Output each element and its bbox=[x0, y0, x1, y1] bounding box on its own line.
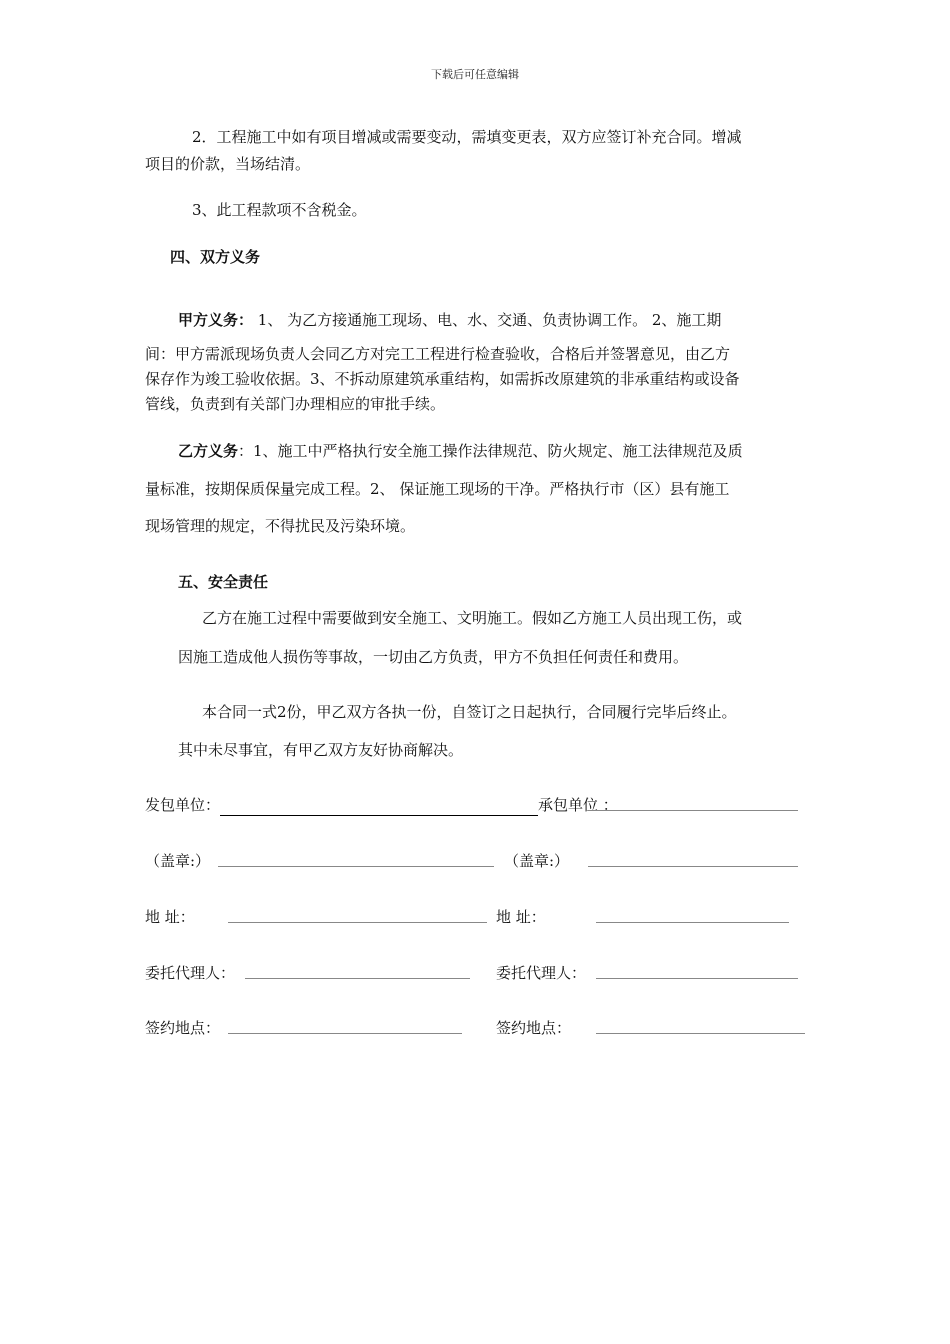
contractor-label: 承包单位 ： bbox=[538, 796, 618, 814]
page-header: 下载后可任意编辑 bbox=[431, 68, 519, 81]
place-left-label: 签约地点： bbox=[145, 1019, 221, 1037]
place-left-line bbox=[228, 1019, 462, 1034]
seal-right-label: （盖章:） bbox=[504, 852, 570, 870]
partyA-text1: 1、 为乙方接通施工现场、电、水、交通、负责协调工作。 2、施工期 bbox=[253, 311, 722, 329]
partyB-label: 乙方义务 bbox=[178, 442, 239, 460]
section5-line1: 乙方在施工过程中需要做到安全施工、文明施工。假如乙方施工人员出现工伤，或 bbox=[202, 609, 743, 627]
address-right-line bbox=[596, 908, 789, 923]
clause3-item2-line2: 项目的价款，当场结清。 bbox=[145, 155, 311, 173]
section5-line2: 因施工造成他人损伤等事故，一切由乙方负责，甲方不负担任何责任和费用。 bbox=[178, 648, 689, 666]
seal-left-label: （盖章:） bbox=[145, 852, 211, 870]
issuer-line bbox=[220, 801, 538, 816]
section5-title: 五、安全责任 bbox=[178, 573, 269, 591]
seal-left-line bbox=[218, 852, 494, 867]
address-left-label: 地 址： bbox=[145, 908, 195, 926]
issuer-row bbox=[145, 794, 618, 816]
partyB-line3: 现场管理的规定，不得扰民及污染环境。 bbox=[145, 517, 416, 535]
closing-line1: 本合同一式2份，甲乙双方各执一份，自签订之日起执行，合同履行完毕后终止。 bbox=[202, 703, 737, 721]
place-right-line bbox=[596, 1019, 805, 1034]
agent-left-line bbox=[245, 964, 470, 979]
address-right-label: 地 址： bbox=[496, 908, 546, 926]
contractor-line bbox=[596, 796, 798, 811]
section4-title: 四、双方义务 bbox=[170, 248, 261, 266]
issuer-label: 发包单位： bbox=[145, 796, 221, 814]
partyA-line2: 间：甲方需派现场负责人会同乙方对完工工程进行检查验收，合格后并签署意见，由乙方 bbox=[145, 345, 731, 363]
partyA-line4: 管线，负责到有关部门办理相应的审批手续。 bbox=[145, 395, 446, 413]
partyB-line2: 量标准，按期保质保量完成工程。2、 保证施工现场的干净。严格执行市（区）县有施工 bbox=[145, 480, 730, 498]
partyA-label: 甲方义务： bbox=[178, 311, 254, 329]
agent-right-label: 委托代理人： bbox=[496, 964, 587, 982]
agent-left-label: 委托代理人： bbox=[145, 964, 236, 982]
place-right-label: 签约地点： bbox=[496, 1019, 572, 1037]
clause3-item3: 3、此工程款项不含税金。 bbox=[192, 201, 367, 219]
partyA-line3: 保存作为竣工验收依据。3、不拆动原建筑承重结构，如需拆改原建筑的非承重结构或设备 bbox=[145, 370, 740, 388]
address-left-line bbox=[228, 908, 487, 923]
closing-line2: 其中未尽事宜，有甲乙双方友好协商解决。 bbox=[178, 741, 464, 759]
clause3-item2-line1: 2．工程施工中如有项目增减或需要变动，需填变更表，双方应签订补充合同。增减 bbox=[192, 128, 742, 146]
partyA-line1 bbox=[178, 309, 721, 331]
partyB-text1: ：1、施工中严格执行安全施工操作法律规范、防火规定、施工法律规范及质 bbox=[238, 442, 743, 460]
partyB-line1 bbox=[178, 440, 743, 462]
agent-right-line bbox=[596, 964, 798, 979]
seal-right-line bbox=[588, 852, 798, 867]
